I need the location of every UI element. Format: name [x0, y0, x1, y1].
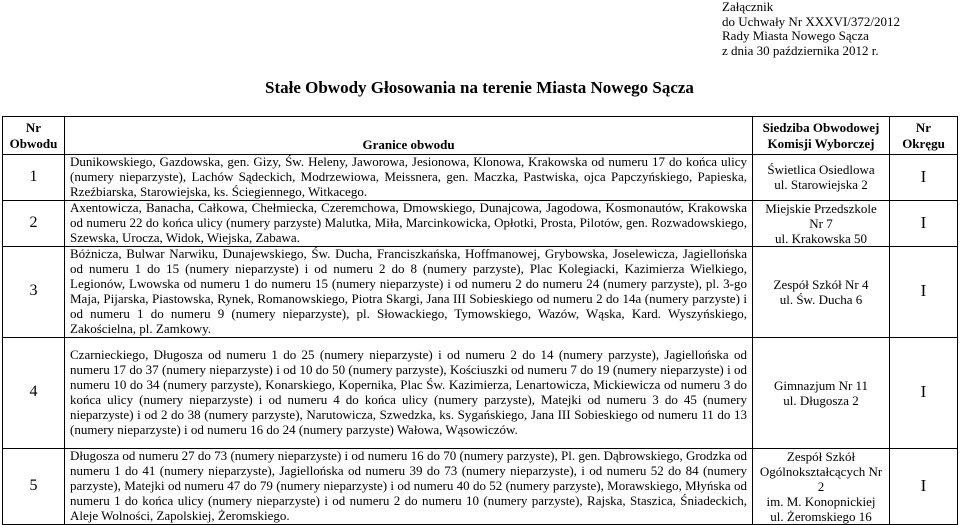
header-constituency: Nr Okręgu: [890, 117, 958, 155]
document-title: Stałe Obwody Głosowania na terenie Miasta Nowego Sącza: [265, 78, 694, 97]
district-boundaries: Bóżnicza, Bulwar Narwiku, Dunajewskiego, Św. Ducha, Franciszkańska, Hoffmanowej, Grybowska, Joselewicza, Jagiellońska od numeru 1 do 15 (numery nieparzyste) i od numeru 2 do 8 (numery parzyste), Plac Kolegiacki, Kazimierza Wielkiego, Legionów, Lwowska od numeru 1 do numeru 15 (numery nieparzyste) i od numeru 2 do numeru 24 (numery parzyste), pl. 3-go Maja, Pijarska, Piastowska, Rynek, Romanowskiego, Piotra Skargi, Jana III Sobieskiego od numeru 2 do 14a (numery parzyste) i od numeru 1 do numeru 9 (numery nieparzyste), pl. Słowackiego, Tymowskiego, Wazów, Wąska, Kard. Wyszyńskiego, Zakościelna, pl. Zamkowy.: [65, 246, 753, 337]
constituency-number: I: [890, 155, 958, 201]
commission-seat: Gimnazjum Nr 11 ul. Długosza 2: [753, 337, 890, 448]
district-number: 1: [3, 155, 65, 201]
district-boundaries: Axentowicza, Banacha, Całkowa, Chełmiecka, Czeremchowa, Dmowskiego, Dunajcowa, Jagodowa, Kosmonautów, Krakowska od numeru 22 do końca ulicy (numery parzyste) Malutka, Miła, Marcinkowicka, Opłotki, Prosta, Pilotów, gen. Rozwadowskiego, Szewska, Urocza, Widok, Wiejska, Zabawa.: [65, 200, 753, 246]
district-number: 2: [3, 200, 65, 246]
district-boundaries: Dunikowskiego, Gazdowska, gen. Gizy, Św. Heleny, Jaworowa, Jesionowa, Klonowa, Krakowska od numeru 17 do końca ulicy (numery nieparzyste), Lachów Sądeckich, Modrzewiowa, Meissnera, gen. Maczka, Pastwiska, ojca Papczyńskiego, Papieska, Rzeźbiarska, Starowiejska, ks. Ściegiennego, Witkacego.: [65, 155, 753, 201]
district-number: 5: [3, 448, 65, 524]
table-row: [3, 155, 958, 201]
table-header-row: [3, 117, 958, 155]
district-number: 4: [3, 337, 65, 448]
table-row: [3, 200, 958, 246]
commission-seat: Świetlica Osiedlowa ul. Starowiejska 2: [753, 155, 890, 201]
table-row: [3, 337, 958, 448]
voting-districts-table: [2, 116, 958, 525]
commission-seat: Zespół Szkół Nr 4 ul. Św. Ducha 6: [753, 246, 890, 337]
district-boundaries: Długosza od numeru 27 do 73 (numery nieparzyste) i od numeru 16 do 70 (numery parzyste), Pl. gen. Dąbrowskiego, Grodzka od numeru 1 do 41 (numery nieparzyste), Jagiellońska od numeru 39 do 73 (numery nieparzyste), i od numeru 52 do 84 (numery parzyste), Matejki od numeru 47 do 79 (numery nieparzyste) i od numeru 40 do 52 (numery parzyste), Morawskiego, Młyńska od numeru 1 do końca ulicy (numery nieparzyste) i od numeru 2 do numeru 10 (numery parzyste), Rajska, Staszica, Śniadeckich, Aleje Wolności, Zapolskiej, Żeromskiego.: [65, 448, 753, 524]
annex-header: [722, 0, 900, 58]
annex-council: Rady Miasta Nowego Sącza: [722, 28, 869, 43]
commission-seat: Zespół Szkół Ogólnokształcących Nr 2 im. M. Konopnickiej ul. Żeromskiego 16: [753, 448, 890, 524]
commission-seat: Miejskie Przedszkole Nr 7 ul. Krakowska 50: [753, 200, 890, 246]
district-boundaries: Czarnieckiego, Długosza od numeru 1 do 25 (numery nieparzyste) i od numeru 2 do 14 (numery parzyste), Jagiellońska od numeru 17 do 37 (numery nieparzyste) i od 10 do 50 (numery parzyste), Kościuszki od numeru 7 do 19 (numery nieparzyste) i od numeru 10 do 34 (numery parzyste), Konarskiego, Kopernika, Plac Św. Kazimierza, Lenartowicza, Mickiewicza od numeru 3 do końca ulicy (numery nieparzyste) i od numeru 4 do końca ulicy (numery parzyste), Matejki od numeru 3 do 45 (numery nieparzyste) i od 2 do 38 (numery parzyste), Narutowicza, Szwedzka, ks. Sygańskiego, Jana III Sobieskiego od numeru 11 do 13 (numery nieparzyste) i od numeru 16 do 24 (numery parzyste) Wałowa, Wąsowiczów.: [65, 337, 753, 448]
constituency-number: I: [890, 448, 958, 524]
constituency-number: I: [890, 246, 958, 337]
district-number: 3: [3, 246, 65, 337]
table-row: [3, 448, 958, 524]
annex-resolution: do Uchwały Nr XXXVI/372/2012: [722, 13, 901, 29]
annex-label: Załącznik: [722, 0, 774, 14]
annex-date: z dnia 30 października 2012 r.: [722, 42, 879, 58]
table-row: [3, 246, 958, 337]
header-boundaries: Granice obwodu: [65, 117, 753, 155]
constituency-number: I: [890, 200, 958, 246]
constituency-number: I: [890, 337, 958, 448]
header-commission-seat: Siedziba Obwodowej Komisji Wyborczej: [753, 117, 890, 155]
header-district-number: Nr Obwodu: [3, 117, 65, 155]
